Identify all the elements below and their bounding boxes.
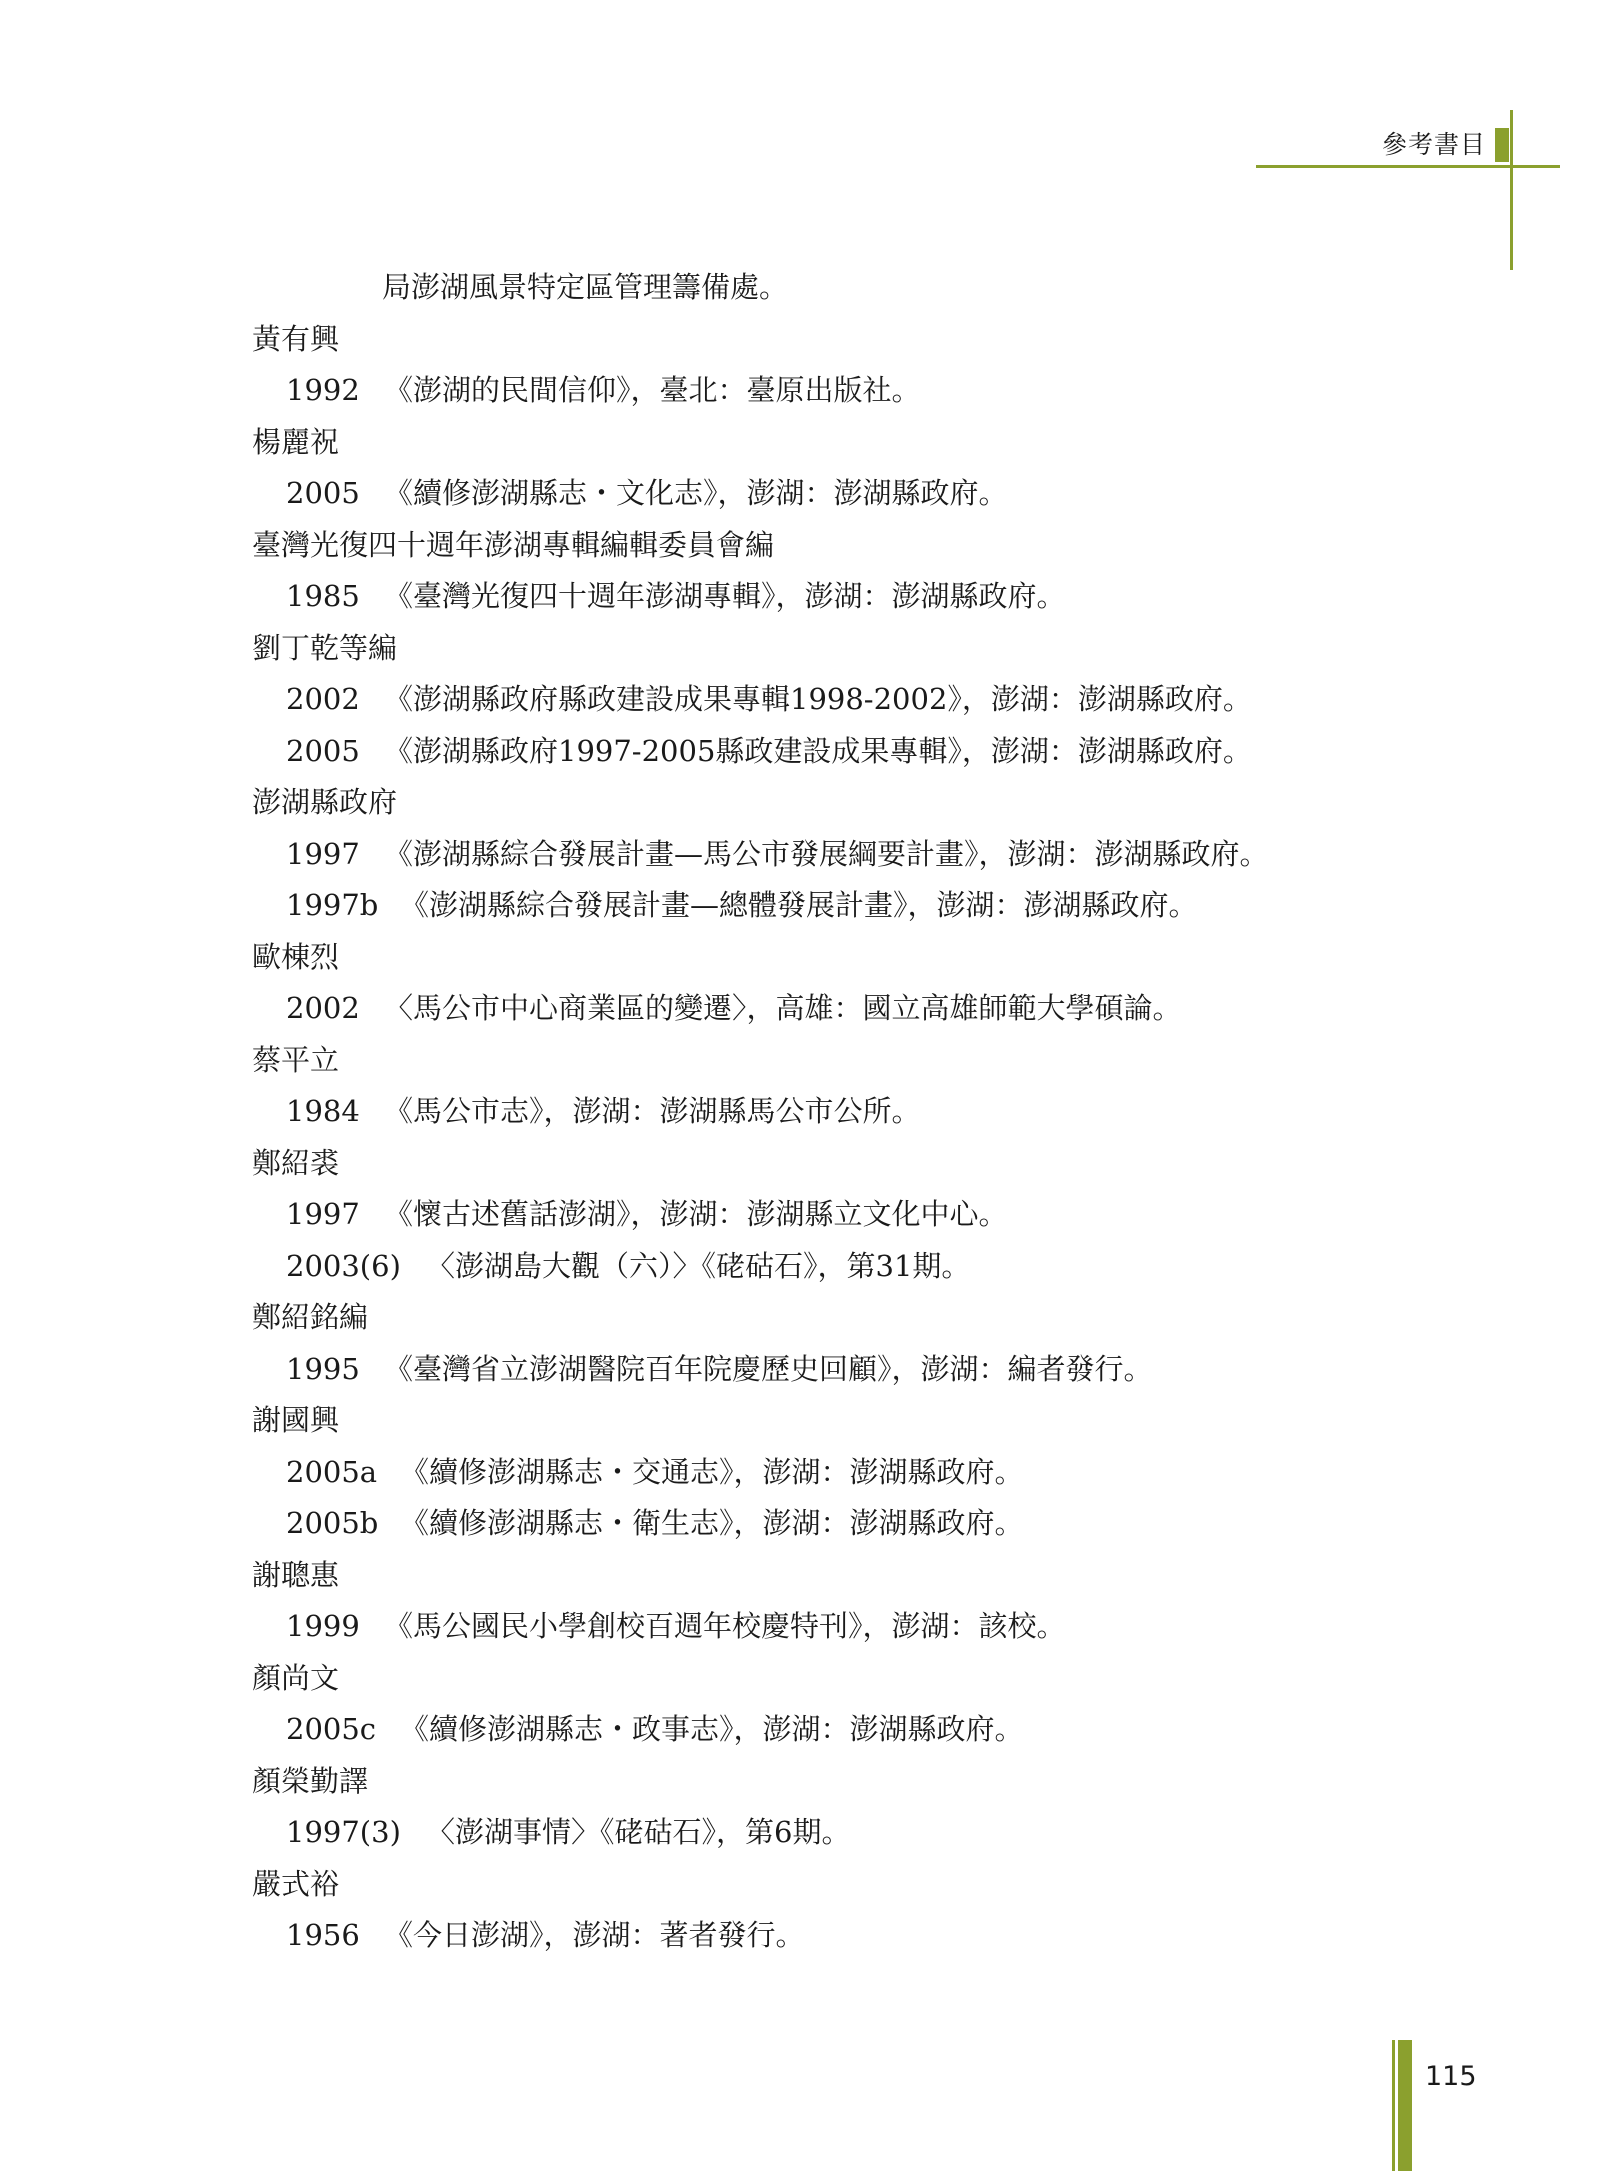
header-accent-block <box>1495 128 1509 162</box>
author-name: 澎湖縣政府 <box>252 785 398 819</box>
reference-entry <box>252 365 1452 417</box>
reference-year: 1999 <box>286 1609 360 1643</box>
page-number: 115 <box>1425 2061 1477 2092</box>
author-name: 蔡平立 <box>252 1042 340 1077</box>
author-name: 顏榮勤譯 <box>252 1763 369 1798</box>
reference-year: 2005b <box>286 1506 379 1540</box>
author-name: 鄭紹銘編 <box>252 1300 369 1334</box>
reference-text: 《澎湖縣政府縣政建設成果專輯1998-2002》，澎湖：澎湖縣政府。 <box>384 682 1252 716</box>
author-name: 劉丁乾等編 <box>252 630 398 665</box>
reference-text: 《續修澎湖縣志・衛生志》，澎湖：澎湖縣政府。 <box>400 1506 1024 1540</box>
reference-text: 《澎湖縣政府1997-2005縣政建設成果專輯》，澎湖：澎湖縣政府。 <box>384 733 1252 768</box>
author-name: 鄭紹裘 <box>252 1145 340 1180</box>
reference-text: 《臺灣省立澎湖醫院百年院慶歷史回顧》，澎湖：編者發行。 <box>384 1351 1153 1386</box>
reference-text: 《澎湖縣綜合發展計畫—馬公市發展綱要計畫》，澎湖：澎湖縣政府。 <box>384 836 1269 871</box>
reference-year: 2002 <box>286 682 360 716</box>
reference-entry <box>252 1344 1452 1396</box>
reference-year: 1997 <box>286 1197 360 1231</box>
author-name: 歐棟烈 <box>252 939 340 974</box>
reference-year: 2005c <box>286 1712 377 1746</box>
reference-text: 〈馬公市中心商業區的變遷〉，高雄：國立高雄師範大學碩論。 <box>384 991 1182 1025</box>
reference-entry <box>252 1498 1452 1550</box>
author-name: 謝國興 <box>252 1403 340 1437</box>
reference-text: 《續修澎湖縣志・文化志》，澎湖：澎湖縣政府。 <box>384 476 1008 510</box>
reference-text: 《澎湖的民間信仰》，臺北：臺原出版社。 <box>384 373 921 407</box>
header-rule-horizontal <box>1256 165 1560 168</box>
reference-entry <box>252 1086 1452 1138</box>
reference-year: 1995 <box>286 1351 360 1386</box>
reference-year: 1997(3) <box>286 1815 401 1849</box>
author-name: 嚴式裕 <box>252 1866 340 1901</box>
reference-year: 1985 <box>286 579 360 613</box>
reference-entry <box>252 1910 1452 1962</box>
reference-text: 《續修澎湖縣志・政事志》，澎湖：澎湖縣政府。 <box>400 1712 1024 1746</box>
reference-year: 2002 <box>286 991 360 1025</box>
reference-entry <box>252 829 1452 881</box>
reference-year: 2005a <box>286 1454 378 1489</box>
reference-entry <box>252 1807 1452 1859</box>
author-name: 黃有興 <box>252 321 340 356</box>
reference-year: 2005 <box>286 476 360 510</box>
author-name: 楊麗祝 <box>252 424 340 459</box>
reference-text: 《懷古述舊話澎湖》，澎湖：澎湖縣立文化中心。 <box>384 1197 1008 1231</box>
reference-text: 〈澎湖事情〉《硓𥑮石》，第6期。 <box>426 1815 851 1849</box>
reference-year: 1997 <box>286 836 360 871</box>
reference-text: 《馬公市志》，澎湖：澎湖縣馬公市公所。 <box>384 1094 921 1128</box>
reference-entry <box>252 1704 1452 1756</box>
reference-year: 2003(6) <box>286 1248 401 1283</box>
reference-text: 《馬公國民小學創校百週年校慶特刊》，澎湖：該校。 <box>384 1609 1066 1643</box>
reference-entry <box>252 1601 1452 1653</box>
reference-entry <box>252 726 1452 778</box>
reference-entry <box>252 983 1452 1035</box>
reference-entry <box>252 1241 1452 1293</box>
reference-entry <box>252 880 1452 932</box>
running-header-title: 參考書目 <box>1381 130 1486 159</box>
bibliography-list <box>252 262 1452 1962</box>
reference-year: 1992 <box>286 373 360 407</box>
reference-entry <box>252 1189 1452 1241</box>
continuation-line: 局澎湖風景特定區管理籌備處。 <box>382 270 789 304</box>
reference-text: 《今日澎湖》，澎湖：著者發行。 <box>384 1918 805 1952</box>
reference-text: 《臺灣光復四十週年澎湖專輯》，澎湖：澎湖縣政府。 <box>384 579 1066 613</box>
reference-year: 1997b <box>286 888 379 922</box>
reference-text: 〈澎湖島大觀（六）〉《硓𥑮石》，第31期。 <box>426 1248 971 1283</box>
reference-entry <box>252 674 1452 726</box>
reference-entry <box>252 571 1452 623</box>
header-rule-vertical <box>1510 110 1513 270</box>
reference-text: 《續修澎湖縣志・交通志》，澎湖：澎湖縣政府。 <box>400 1454 1024 1489</box>
author-name: 臺灣光復四十週年澎湖專輯編輯委員會編 <box>252 527 775 562</box>
reference-year: 2005 <box>286 733 360 768</box>
reference-text: 《澎湖縣綜合發展計畫—總體發展計畫》，澎湖：澎湖縣政府。 <box>400 888 1198 922</box>
footer-rule <box>1392 2040 1395 2171</box>
reference-entry <box>252 1447 1452 1499</box>
author-name: 顏尚文 <box>252 1660 340 1695</box>
reference-year: 1984 <box>286 1094 360 1128</box>
reference-entry <box>252 468 1452 520</box>
footer-accent-bar <box>1398 2040 1412 2171</box>
reference-year: 1956 <box>286 1918 360 1952</box>
author-name: 謝聰惠 <box>252 1557 340 1592</box>
